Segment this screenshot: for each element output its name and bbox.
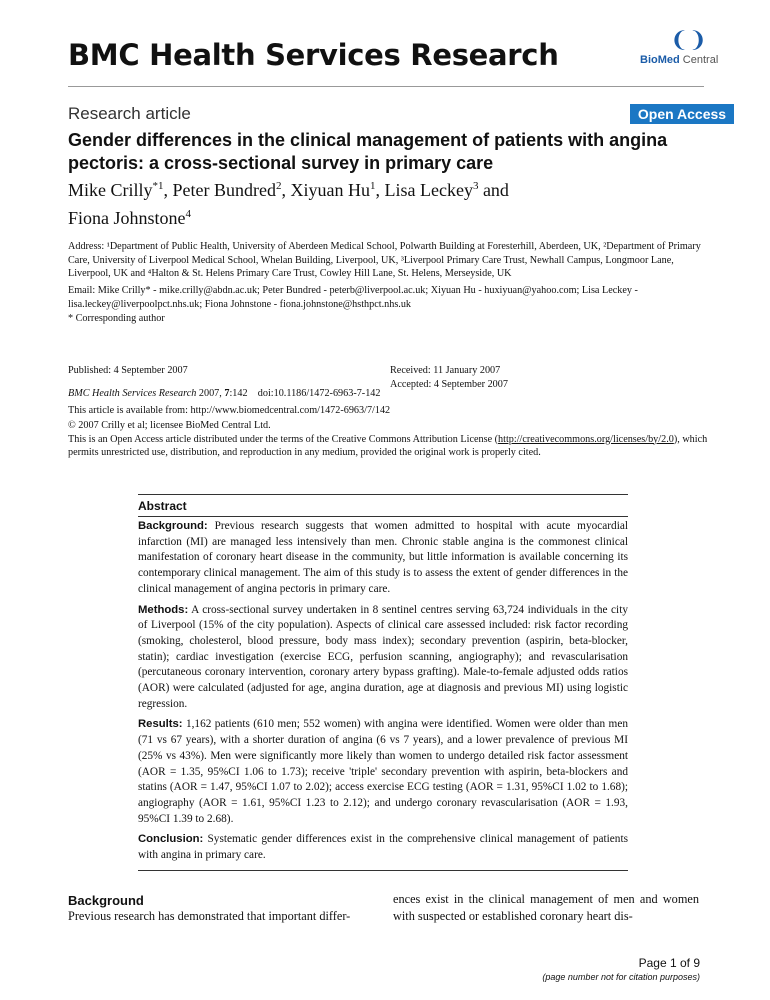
author[interactable]: Xiyuan Hu$^1$: [290, 180, 376, 200]
corresponding-author-note: * Corresponding author: [68, 313, 165, 324]
body-column-right: ences exist in the clinical management of men and women with suspected or established coronary heart dis-: [393, 892, 699, 923]
license-link[interactable]: http://creativecommons.org/licenses/by/2.0: [498, 433, 674, 445]
abstract-conclusion: Conclusion: Systematic gender differences exist in the comprehensive clinical management of patients with angina in primary care.: [138, 833, 628, 862]
journal-title: BMC Health Services Research: [68, 38, 559, 72]
paper-title: Gender differences in the clinical management of patients with angina pectoris: a cross-sectional survey in primary care: [68, 130, 668, 173]
abstract-methods: Methods: A cross-sectional survey undertaken in 8 sentinel centres serving 63,724 individuals in the city of Liverpool (15% of the city population). Aspects of clinical care assessed included: risk factor recording (smoking, cholesterol, blood pressure, body mass index); secondary prevention (aspirin, beta-blocker, statin); cardiac investigation (exercise ECG, perfusion scanning, angiography); and revascularisation (percutaneous coronary intervention, coronary artery bypass grafting). Male-to-female adjusted odds ratios (AOR) were calculated (adjusted for age, angina duration, age at diagnosis and previous MI) using logistic regression.: [138, 603, 628, 710]
abstract-heading: Abstract: [138, 499, 628, 517]
article-url[interactable]: This article is available from: http://www.biomedcentral.com/1472-6963/7/142: [68, 405, 391, 416]
biomed-logo-icon: ❨❩: [670, 28, 707, 53]
published-date: Published: 4 September 2007: [68, 365, 188, 376]
author[interactable]: Mike Crilly$^{*1}$: [68, 180, 164, 200]
section-heading-background: Background: [68, 893, 144, 908]
article-type: Research article: [68, 104, 191, 123]
logo-wordmark: BioMed Central: [640, 54, 719, 66]
author[interactable]: Lisa Leckey$^3$: [384, 180, 479, 200]
citation: BMC Health Services Research 2007, 7:142 doi:10.1186/1472-6963-7-142: [68, 387, 381, 399]
abstract-results: Results: 1,162 patients (610 men; 552 women) with angina were identified. Women were older than men (71 vs 67 years), with a shorter duration of angina (6 vs 7 years), and a lower prevalence of previous MI (25% vs 43%). Men were significantly more likely than women to undergo detailed risk factor assessment (AOR = 1.35, 95%CI 1.06 to 1.73); receive 'triple' secondary prevention with aspirin, beta-blockers and statins (AOR = 1.47, 95%CI 1.07 to 2.02); access exercise ECG testing (AOR = 1.31, 95%CI 1.02 to 1.68); angiography (AOR = 1.61, 95%CI 1.23 to 2.12); and undergo coronary revascularisation (AOR = 1.93, 95%CI 1.39 to 2.68).: [138, 718, 628, 825]
license-text: This is an Open Access article distributed under the terms of the Creative Commons Attribution License (http://creativecommons.org/licenses/by/2.0), which permits unrestricted use, distribution, and reproduction in any medium, provided the original work is properly cited.: [68, 433, 708, 458]
doi[interactable]: doi:10.1186/1472-6963-7-142: [257, 387, 381, 399]
biomed-central-logo: [640, 28, 719, 72]
header-rule: [68, 86, 704, 87]
copyright-license: [68, 419, 708, 460]
author-emails[interactable]: Email: Mike Crilly* - mike.crilly@abdn.ac.uk; Peter Bundred - peterb@liverpool.ac.uk; Xiyuan Hu - huxiyuan@yahoo.com; Lisa Leckey - lisa.leckey@liverpoolpct.nhs.uk; Fiona Johnstone - fiona.johnstone@hsthpct.nhs.uk: [68, 285, 638, 310]
author[interactable]: Fiona Johnstone$^4$: [68, 208, 192, 228]
abstract: [138, 494, 628, 871]
abstract-background: Background: Previous research suggests that women admitted to hospital with acute myocardial infarction (MI) are managed less intensively than men. Chronic stable angina is the commonest clinical manifestation of coronary heart disease in the community, but little information is available concerning its contemporary clinical management. The aim of this study is to assess the extent of gender differences in the clinical management of angina pectoris in primary care.: [138, 520, 628, 595]
page-number-note: (page number not for citation purposes): [542, 972, 700, 982]
author[interactable]: Peter Bundred$^2$: [172, 180, 282, 200]
dates-info: [390, 364, 690, 391]
affiliations: Address: ¹Department of Public Health, University of Aberdeen Medical School, Polwarth Building at Foresterhill, Aberdeen, UK, ²Department of Primary Care, University of Liverpool Medical School, Whelan Building, Liverpool, UK, ³Liverpool Primary Care Trust, Newhall Campus, Longmoor Lane, Liverpool, UK and ⁴Halton & St. Helens Primary Care Trust, Cowley Hill Lane, St. Helens, Merseyside, UK: [68, 241, 701, 279]
accepted-date: Accepted: 4 September 2007: [390, 378, 508, 390]
page-number: Page 1 of 9: [638, 956, 700, 970]
received-date: Received: 11 January 2007: [390, 365, 501, 376]
author-list: Mike Crilly$^{*1}$, Peter Bundred$^2$, Xiyuan Hu$^1$, Lisa Leckey$^3$ and Fiona Johnstone$^4$: [68, 180, 509, 228]
open-access-badge: Open Access: [630, 104, 734, 124]
copyright: © 2007 Crilly et al; licensee BioMed Central Ltd.: [68, 420, 271, 431]
body-column-left: Previous research has demonstrated that important differ-: [68, 909, 351, 923]
publication-info: [68, 364, 391, 418]
